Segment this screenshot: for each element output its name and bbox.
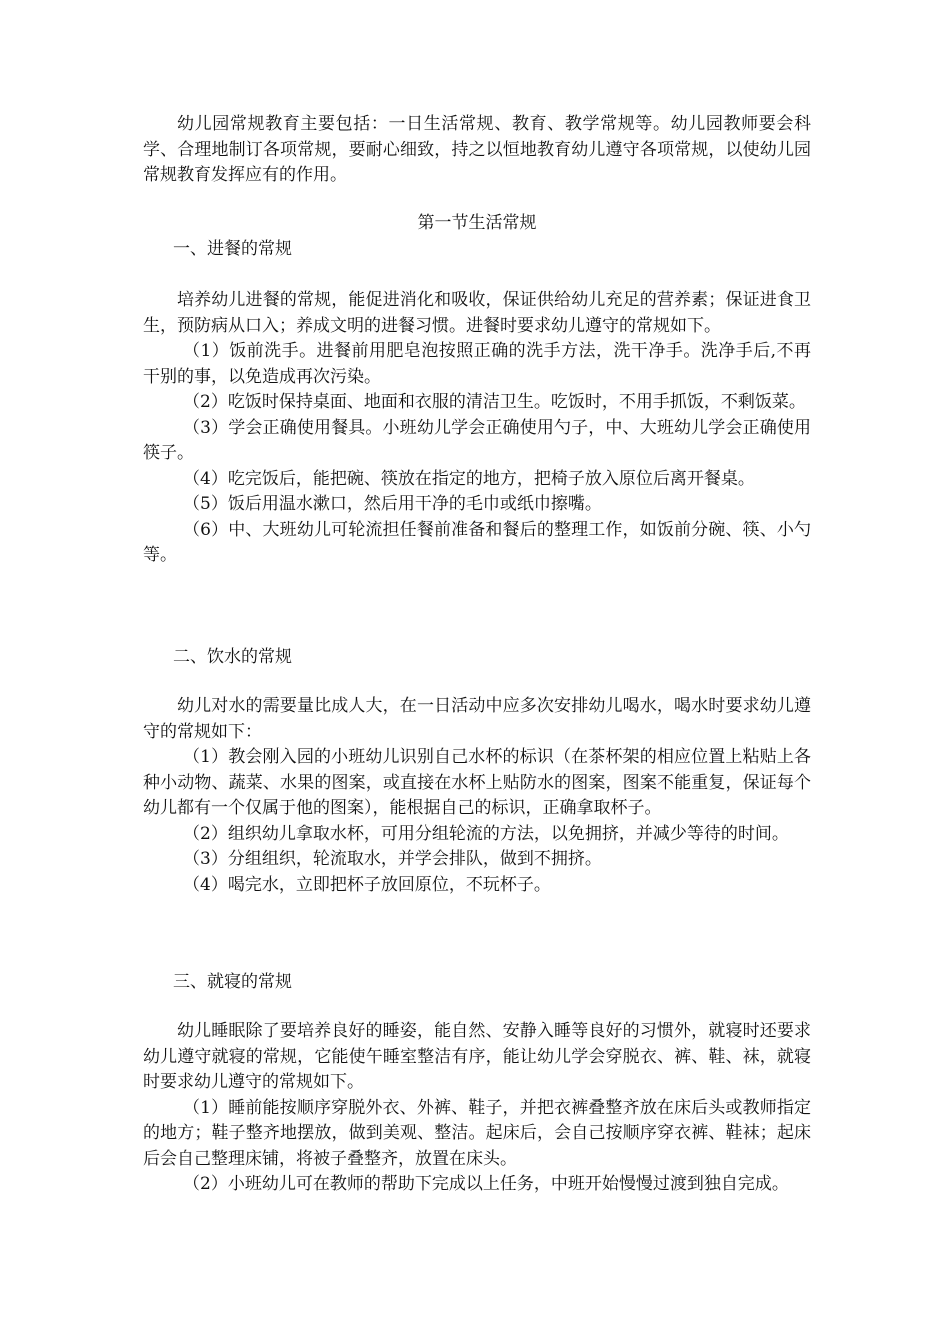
section-3-item: （1）睡前能按顺序穿脱外衣、外裤、鞋子，并把衣裤叠整齐放在床后头或教师指定的地方；鞋子整齐地摆放，做到美观、整洁。起床后，会自己按顺序穿衣裤、鞋袜；起床后会自己整理床铺，将被子叠整齐，放置在床头。 xyxy=(143,1097,811,1169)
section-1-body xyxy=(143,288,811,569)
section-2-paragraph: 幼儿对水的需要量比成人大，在一日活动中应多次安排幼儿喝水，喝水时要求幼儿遵守的常规如下： xyxy=(143,696,811,742)
section-2-heading: 二、饮水的常规 xyxy=(173,647,292,667)
section-3-paragraph: 幼儿睡眠除了要培养良好的睡姿，能自然、安静入睡等良好的习惯外，就寝时还要求幼儿遵守就寝的常规，它能使午睡室整洁有序，能让幼儿学会穿脱衣、裤、鞋、袜，就寝时要求幼儿遵守的常规如下。 xyxy=(143,1021,811,1092)
section-1-paragraph: 培养幼儿进餐的常规，能促进消化和吸收，保证供给幼儿充足的营养素；保证进食卫生，预防病从口入；养成文明的进餐习惯。进餐时要求幼儿遵守的常规如下。 xyxy=(143,290,811,336)
section-3-body xyxy=(143,1019,811,1198)
section-1-heading-block xyxy=(143,237,811,263)
section-2-body xyxy=(143,694,811,898)
section-2-heading-block xyxy=(143,645,811,671)
section-3-heading-block xyxy=(143,970,811,996)
section-1-item: （1）饭前洗手。进餐前用肥皂泡按照正确的洗手方法，洗干净手。洗净手后,不再干别的事，以免造成再次污染。 xyxy=(143,341,811,387)
intro-block xyxy=(143,112,811,189)
section-2-item: （3）分组组织，轮流取水，并学会排队，做到不拥挤。 xyxy=(183,849,602,869)
intro-paragraph: 幼儿园常规教育主要包括：一日生活常规、教育、教学常规等。幼儿园教师要会科学、合理地制订各项常规，要耐心细致，持之以恒地教育幼儿遵守各项常规，以使幼儿园常规教育发挥应有的作用。 xyxy=(143,114,811,185)
section-3-item: （2）小班幼儿可在教师的帮助下完成以上任务，中班开始慢慢过渡到独自完成。 xyxy=(183,1174,789,1194)
section-2-item: （4）喝完水，立即把杯子放回原位，不玩杯子。 xyxy=(183,874,551,895)
section-1-item: （5）饭后用温水漱口，然后用干净的毛巾或纸巾擦嘴。 xyxy=(183,494,602,514)
section-1-item: （2）吃饭时保持桌面、地面和衣服的清洁卫生。吃饭时，不用手抓饭，不剩饭菜。 xyxy=(183,392,806,412)
section-title: 第一节生活常规 xyxy=(417,213,537,233)
section-1-item: （3）学会正确使用餐具。小班幼儿学会正确使用勺子，中、大班幼儿学会正确使用筷子。 xyxy=(143,417,811,463)
section-2-item: （2）组织幼儿拿取水杯，可用分组轮流的方法，以免拥挤，并减少等待的时间。 xyxy=(183,823,789,844)
section-2-item: （1）教会刚入园的小班幼儿识别自己水杯的标识（在茶杯架的相应位置上粘贴上各种小动物、蔬菜、水果的图案，或直接在水杯上贴防水的图案，图案不能重复，保证每个幼儿都有一个仅属于他的图案），能根据自己的标识，正确拿取杯子。 xyxy=(143,747,811,818)
section-3-heading: 三、就寝的常规 xyxy=(173,972,292,992)
section-1-item: （6）中、大班幼儿可轮流担任餐前准备和餐后的整理工作，如饭前分碗、筷、小勺等。 xyxy=(143,519,811,565)
section-1-item: （4）吃完饭后，能把碗、筷放在指定的地方，把椅子放入原位后离开餐桌。 xyxy=(183,468,755,489)
section-1-heading: 一、进餐的常规 xyxy=(173,239,292,259)
